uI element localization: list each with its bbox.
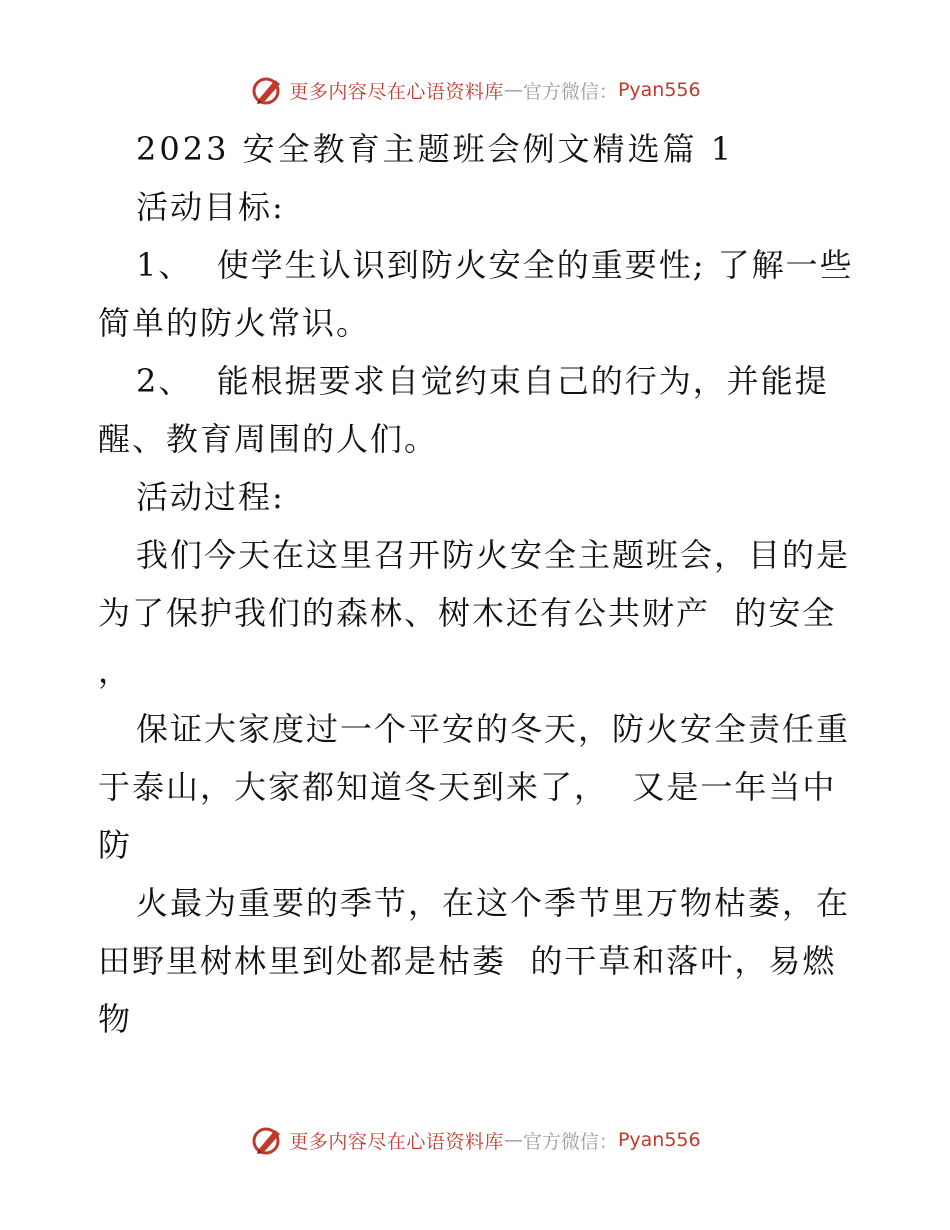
banner-wechat-label: 官方微信：: [522, 80, 618, 103]
paragraph: 活动过程:: [136, 478, 285, 516]
document-body: [98, 120, 868, 1048]
banner-text: 更多内容尽在心语资料库: [289, 80, 504, 103]
paragraph: 我们今天在这里召开防火安全主题班会，目的是为了保护我们的森林、树木还有公共财产 的安全 ，: [98, 536, 861, 690]
paragraph: 火最为重要的季节，在这个季节里万物枯萎，在田野里树林里到处都是枯萎 的干草和落叶，易燃物: [98, 884, 851, 1038]
banner-wechat-label: 官方微信：: [522, 1130, 618, 1153]
pen-logo-icon: [249, 72, 285, 108]
banner-separator: —: [503, 79, 523, 101]
document-title: 2023 安全教育主题班会例文精选篇 1: [136, 130, 735, 168]
header-banner: [0, 70, 950, 110]
paragraph: 活动目标:: [136, 188, 285, 226]
banner-separator: —: [503, 1129, 523, 1151]
banner-text: 更多内容尽在心语资料库: [289, 1130, 504, 1153]
pen-logo-icon: [249, 1122, 285, 1158]
paragraph: 2、 能根据要求自觉约束自己的行为，并能提醒、教育周围的人们。: [98, 362, 829, 458]
banner-wechat-id: Pyan556: [617, 79, 701, 101]
footer-banner: [0, 1120, 950, 1160]
paragraph: 保证大家度过一个平安的冬天，防火安全责任重于泰山，大家都知道冬天到来了， 又是一年当中防: [98, 710, 851, 864]
paragraph: 1、 使学生认识到防火安全的重要性; 了解一些简单的防火常识。: [98, 246, 854, 342]
banner-wechat-id: Pyan556: [617, 1129, 701, 1151]
